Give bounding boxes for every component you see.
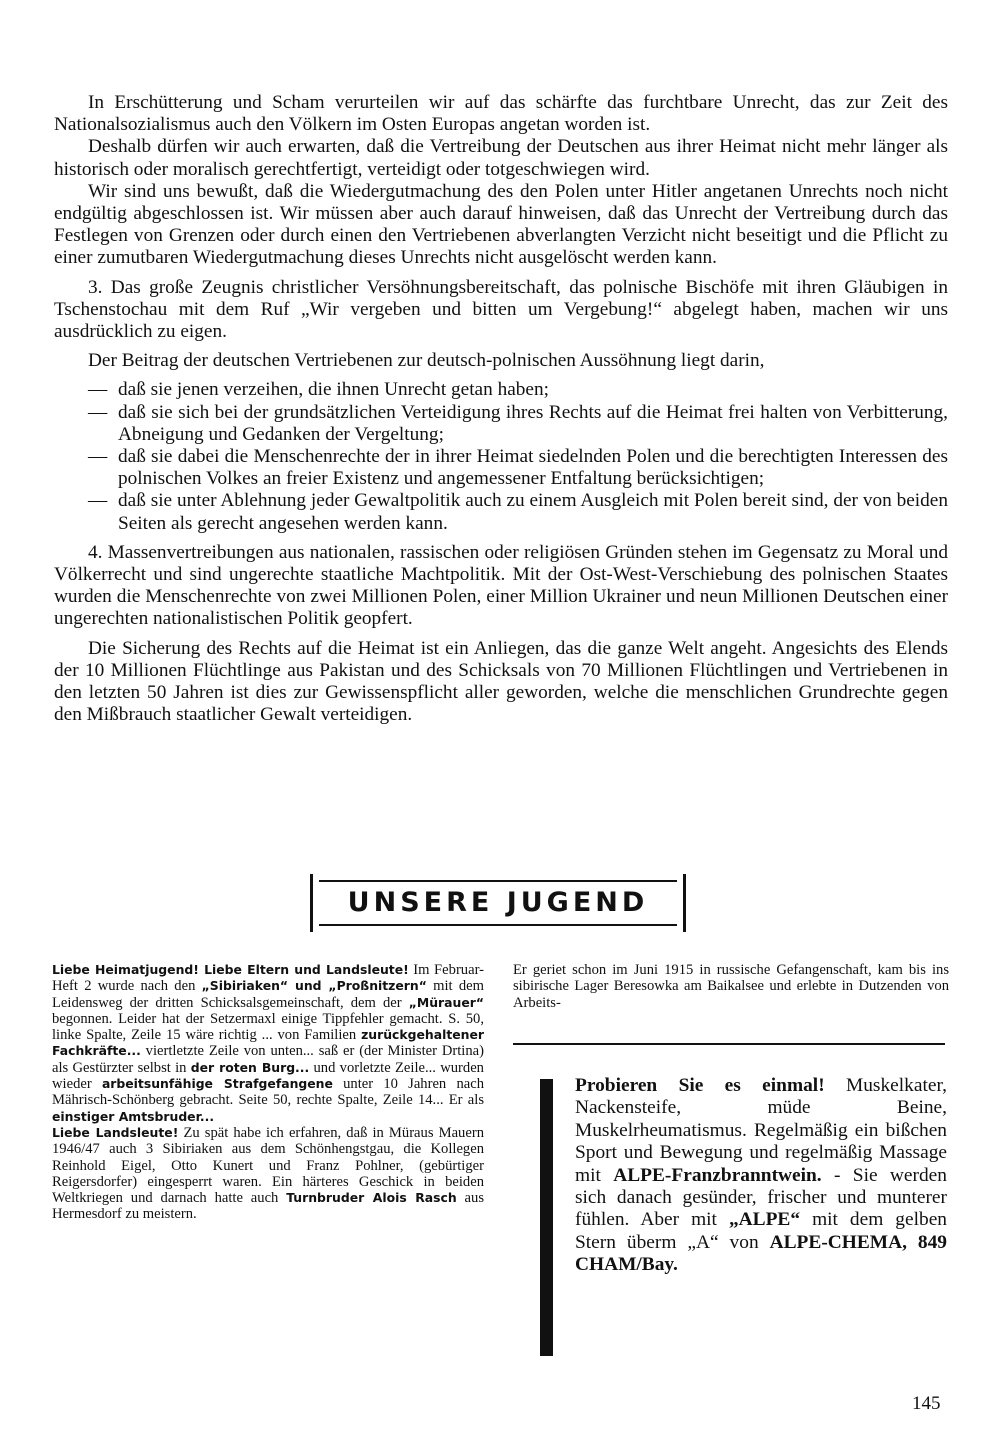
paragraph-3: Wir sind uns bewußt, daß die Wiedergutmachung des den Polen unter Hitler angetanen Unrechts noch nicht endgültig abgeschlossen ist. Wir müssen aber auch darauf hinweisen, daß das Unrecht der Vertreibung durch das Festlegen von Grenzen oder durch einen den Vertriebenen abverlangten Verzicht nicht beseitigt und die Pflicht zu einer zumutbaren Wiedergutmachung dieses Unrechts nicht ausgelöscht werden kann.	[54, 180, 948, 269]
section-title: UNSERE JUGEND	[347, 887, 649, 918]
ad-headline: Probieren Sie es einmal!	[575, 1075, 825, 1096]
list-item-text: daß sie unter Ablehnung jeder Gewaltpolitik auch zu einem Ausgleich mit Polen bereit sind, der von beiden Seiten als gerecht angesehen werden kann.	[118, 490, 948, 534]
text-run: mit dem Leidensweg der dritten Schicksalsgemeinschaft, dem der	[52, 978, 485, 1011]
text-run: - Sie werden sich danach gesünder, frischer und munterer fühlen. Aber mit	[575, 1164, 947, 1231]
text-run: Zu spät habe ich erfahren, daß in Müraus Mauern 1946/47 auch 3 Sibiriaken aus dem Schönhengstgau, die Kollegen Reinhold Eigel, Otto Kunert und Franz Pohlner, (gebürtiger Reigersdorfer) eingesperrt waren. Ein härteres Geschick in beiden Weltkriegen und darnach hatte auch	[52, 1124, 484, 1207]
list-item-text: daß sie sich bei der grundsätzlichen Verteidigung ihres Rechts auf die Heimat frei halten von Verbitterung, Abneigung und Gedanken der Vergeltung;	[118, 401, 948, 445]
bold-run: arbeitsunfähige Strafgefangene	[101, 1076, 333, 1092]
banner-bottom-rule	[319, 924, 677, 926]
paragraph-7: Die Sicherung des Rechts auf die Heimat ist ein Anliegen, das die ganze Welt angeht. Angesichts des Elends der 10 Millionen Flüchtlinge aus Pakistan und des Schicksals von 70 Millionen Flüchtlingen und Vertriebenen in den letzten 50 Jahren ist dies zur Gewissenspflicht aller geworden, welche die menschlichen Grundrechte gegen den Mißbrauch staatlicher Gewalt verteidigen.	[54, 637, 948, 726]
bold-run: Turnbruder Alois Rasch	[286, 1190, 457, 1206]
brand-name: „ALPE“	[728, 1209, 801, 1231]
list-item	[54, 490, 948, 534]
dash-mark: —	[88, 446, 108, 468]
bold-run: „Mürauer“	[408, 994, 484, 1010]
text-run: Im Februar-Heft 2 wurde nach den	[52, 962, 485, 995]
paragraph-4: 3. Das große Zeugnis christlicher Versöhnungsbereitschaft, das polnische Bischöfe mit ihren Gläubigen in Tschenstochau mit dem Ruf „Wir vergeben und bitten um Vergebung!“ abgelegt haben, machen wir uns ausdrücklich zu eigen.	[54, 276, 948, 343]
main-article	[54, 92, 948, 726]
bold-run: einstiger Amtsbruder...	[52, 1108, 215, 1124]
bold-run: Liebe Landsleute!	[52, 1124, 179, 1140]
list-item-text: daß sie jenen verzeihen, die ihnen Unrecht getan haben;	[118, 379, 549, 401]
youth-text	[52, 962, 484, 1125]
text-run: Muskelkater, Nackensteife, müde Beine, Muskelrheumatismus. Regelmäßig ein bißchen Sport und Bewegung und regelmäßig Massage mit	[575, 1075, 947, 1186]
youth-text	[52, 1125, 484, 1223]
paragraph-1: In Erschütterung und Scham verurteilen wir auf das schärfte das furchtbare Unrecht, das zur Zeit des Nationalsozialismus auch den Völkern im Osten Europas angetan worden ist.	[54, 92, 948, 136]
continuation-text: Er geriet schon im Juni 1915 in russische Gefangenschaft, kam bis ins sibirische Lager Beresowka am Baikalsee und erlebte in Dutzenden von Arbeits-	[513, 962, 949, 1011]
paragraph-2: Deshalb dürfen wir auch erwarten, daß die Vertreibung der Deutschen aus ihrer Heimat nicht mehr länger als historisch oder moralisch gerechtfertigt, verteidigt oder totgeschwiegen wird.	[54, 136, 948, 180]
youth-column-left	[52, 962, 484, 1223]
list-item	[54, 446, 948, 490]
dash-mark: —	[88, 490, 108, 512]
banner-top-rule	[319, 880, 677, 882]
text-run: und vorletzte Zeile... wurden wieder	[52, 1059, 484, 1093]
paragraph-5: Der Beitrag der deutschen Vertriebenen zur deutsch-polnischen Aussöhnung liegt darin,	[88, 350, 765, 372]
text-run: mit dem gelben Stern überm „A“ von	[575, 1209, 947, 1253]
greeting: Liebe Heimatjugend! Liebe Eltern und Landsleute!	[52, 962, 409, 977]
list-item	[54, 402, 948, 446]
list-item-text: daß sie dabei die Menschenrechte der in ihrer Heimat siedelnden Polen und die berechtigten Interessen des polnischen Volkes an freier Existenz und angemessener Entfaltung berücksichtigen;	[118, 446, 948, 490]
bold-run: „Sibiriaken“ und „Proßnitzern“	[201, 978, 427, 994]
dash-mark: —	[88, 379, 108, 401]
text-run: unter 10 Jahren nach Mährisch-Schönberg gebracht. Seite 50, rechte Spalte, Zeile 14... Er als	[52, 1076, 484, 1109]
text-run: aus Hermesdorf zu meistern.	[52, 1190, 484, 1223]
section-banner	[310, 874, 686, 932]
youth-column-right	[513, 962, 949, 1011]
text-run: begonnen. Leider hat der Setzermaxl einige Tippfehler gemacht. S. 50, linke Spalte, Zeile 15 wäre richtig ... von Familien	[52, 1010, 484, 1044]
page-number: 145	[912, 1393, 941, 1414]
list-item	[54, 379, 948, 401]
paragraph-6: 4. Massenvertreibungen aus nationalen, rassischen oder religiösen Gründen stehen im Gegensatz zu Moral und Völkerrecht und sind ungerechte staatliche Machtpolitik. Mit der Ost-West-Verschiebung des polnischen Staates wurden die Menschenrechte von zwei Millionen Polen, einer Million Ukrainer und neun Millionen Deutschen einer ungerechten nationalistischen Politik geopfert.	[54, 541, 948, 630]
ad-side-bar	[540, 1079, 553, 1356]
company-address: ALPE-CHEMA, 849 CHAM/Bay.	[575, 1231, 947, 1276]
column-divider-rule	[513, 1043, 945, 1045]
text-run: viertletzte Zeile von unten... saß er (der Minister Drtina) als Gestürzter selbst in	[52, 1043, 484, 1076]
bold-run: zurückgehaltener Fachkräfte...	[52, 1027, 484, 1059]
ad-text	[575, 1075, 947, 1277]
bold-run: der roten Burg...	[190, 1059, 310, 1075]
product-name: ALPE-Franzbranntwein.	[613, 1164, 822, 1186]
dash-mark: —	[88, 401, 108, 423]
